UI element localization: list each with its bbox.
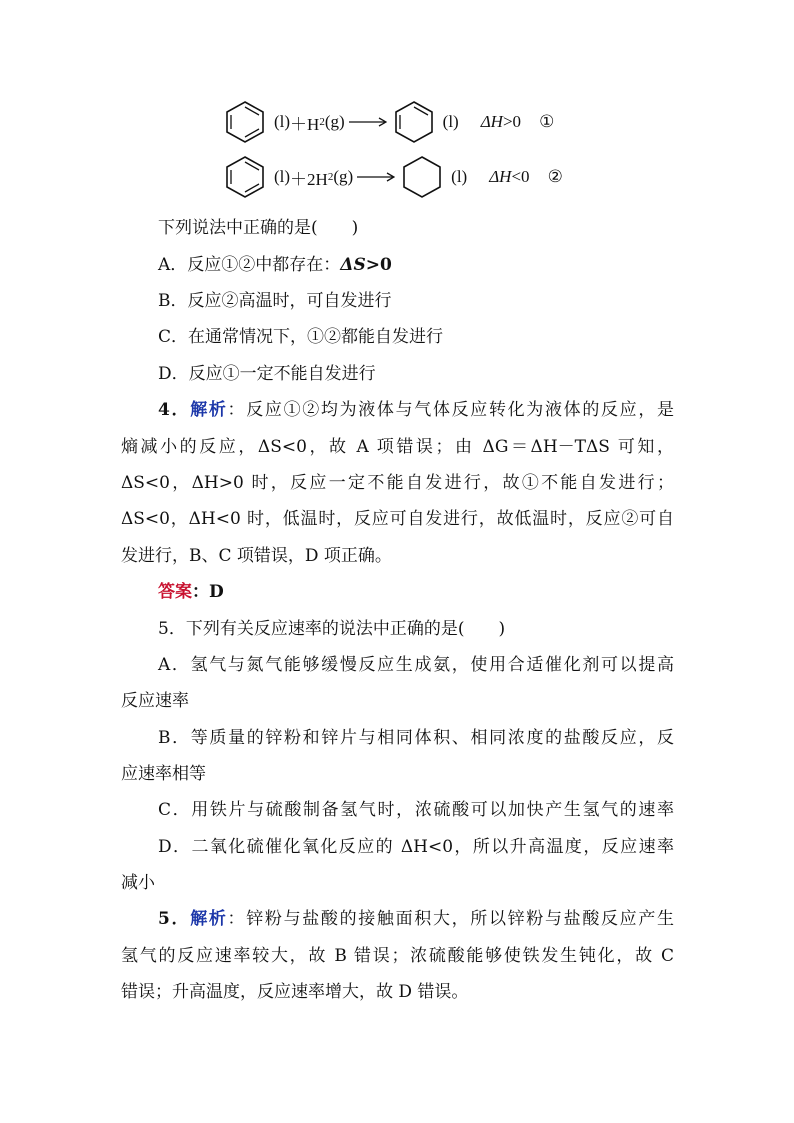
hydrogen-term: ＋2H — [290, 169, 328, 189]
enthalpy-symbol: ΔH — [489, 167, 512, 186]
arrow-right-icon — [349, 116, 387, 128]
option-label: C． — [158, 327, 189, 347]
enthalpy-sign: <0 — [511, 167, 530, 186]
phase-gas: (g) — [324, 112, 345, 131]
q4-option-d — [158, 362, 674, 386]
analysis-label: 解析 — [190, 909, 228, 929]
enthalpy-symbol: ΔH — [480, 112, 503, 131]
equation-number: ① — [539, 112, 555, 131]
q4-analysis-line-2 — [121, 435, 674, 459]
benzene-ring-icon — [222, 154, 268, 200]
question-stem-text: 5．下列有关反应速率的说法中正确的是( ) — [158, 619, 506, 639]
phase-liquid: (l) — [274, 167, 291, 186]
subscript: 2 — [319, 116, 325, 128]
subscript: 2 — [327, 171, 334, 183]
question-5-stem — [158, 617, 674, 641]
q4-analysis-line-5 — [121, 544, 674, 568]
q5-option-a-line-2 — [121, 689, 674, 713]
analysis-text: 氢气的反应速率较大，故 B 错误；浓硫酸能够使铁发生钝化，故 C — [121, 946, 674, 966]
option-label: B． — [158, 291, 188, 311]
hydrogen-term: ＋H — [290, 114, 320, 134]
phase-liquid: (l) — [442, 112, 459, 131]
q5-option-d-line-2 — [121, 871, 674, 895]
entropy-symbol: ΔS — [340, 255, 366, 275]
analysis-number: 5． — [158, 909, 191, 929]
question-4-stem — [158, 216, 674, 240]
q5-option-b-line-2 — [121, 762, 674, 786]
benzene-ring-icon — [222, 99, 268, 145]
option-label: A． — [158, 255, 188, 275]
analysis-label: 解析 — [190, 400, 228, 420]
phase-liquid: (l) — [274, 112, 291, 131]
arrow-right-icon — [357, 171, 395, 183]
q5-analysis-line-2 — [121, 944, 674, 968]
q5-option-b-line-1 — [158, 726, 674, 750]
option-text: 应速率相等 — [121, 764, 206, 784]
q5-analysis-line-1 — [158, 907, 674, 931]
enthalpy-sign: >0 — [502, 112, 522, 131]
analysis-text: ：锌粉与盐酸的接触面积大，所以锌粉与盐酸反应产生 — [227, 909, 675, 929]
equation-number: ② — [547, 167, 563, 186]
option-text: 反应②高温时，可自发进行 — [187, 291, 392, 311]
option-label: D． — [158, 364, 189, 384]
cyclohexadiene-ring-icon — [391, 99, 437, 145]
q5-option-a-line-1 — [158, 653, 674, 677]
option-text: 反应①一定不能自发进行 — [188, 364, 376, 384]
analysis-text: ΔS<0，ΔH>0 时，反应一定不能自发进行，故①不能自发进行； — [121, 473, 674, 493]
answer-label: 答案 — [158, 582, 192, 602]
q4-answer — [158, 580, 674, 604]
phase-liquid: (l) — [451, 167, 468, 186]
analysis-text: 熵减小的反应，ΔS<0，故 A 项错误；由 ΔG＝ΔH－TΔS 可知， — [121, 437, 674, 457]
option-text: 减小 — [121, 873, 155, 893]
q4-analysis-line-3 — [121, 471, 674, 495]
option-text: 在通常情况下，①②都能自发进行 — [188, 327, 444, 347]
option-text: A．氢气与氮气能够缓慢反应生成氨，使用合适催化剂可以提高 — [158, 655, 674, 675]
phase-gas: (g) — [333, 167, 354, 186]
q5-option-d-line-1 — [158, 835, 674, 859]
analysis-text: 发进行，B、C 项错误，D 项正确。 — [121, 546, 392, 566]
analysis-text: ΔS<0，ΔH<0 时，低温时，反应可自发进行，故低温时，反应②可自 — [121, 509, 674, 529]
analysis-number: 4． — [158, 400, 191, 420]
q5-analysis-line-3 — [121, 980, 674, 1004]
option-text: D．二氧化硫催化氧化反应的 ΔH<0，所以升高温度，反应速率 — [158, 837, 674, 857]
q4-analysis-line-1 — [158, 398, 674, 422]
option-text: 反应速率 — [121, 691, 189, 711]
q5-option-c — [158, 798, 674, 822]
option-text: C．用铁片与硫酸制备氢气时，浓硫酸可以加快产生氢气的速率 — [158, 800, 674, 820]
analysis-text: ：反应①②均为液体与气体反应转化为液体的反应，是 — [227, 400, 675, 420]
q4-option-a — [158, 253, 674, 277]
q4-option-c — [158, 325, 674, 349]
option-text: 反应①②中都存在： — [187, 255, 341, 275]
option-tail: >0 — [365, 255, 392, 275]
reaction-equation-2 — [222, 154, 563, 200]
cyclohexane-ring-icon — [399, 154, 445, 200]
option-text: B．等质量的锌粉和锌片与相同体积、相同浓度的盐酸反应，反 — [158, 728, 674, 748]
question-stem-text: 下列说法中正确的是( ) — [158, 218, 359, 238]
q4-analysis-line-4 — [121, 507, 674, 531]
q4-option-b — [158, 289, 674, 313]
analysis-text: 错误；升高温度，反应速率增大，故 D 错误。 — [121, 982, 469, 1002]
reaction-equation-1 — [222, 99, 554, 145]
answer-value: ：D — [192, 582, 224, 602]
